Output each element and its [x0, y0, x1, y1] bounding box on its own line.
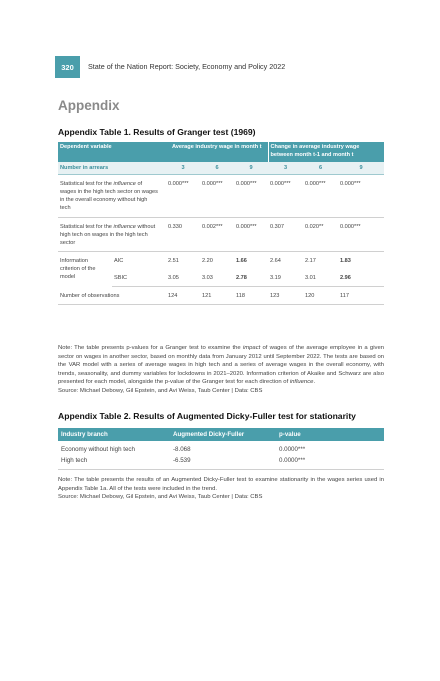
arrears-value: 3: [166, 162, 200, 175]
cell-value-best: 1.83: [340, 257, 351, 264]
cell-value: 0.0000***: [276, 455, 384, 470]
arrears-value: 3: [268, 162, 303, 175]
cell-value: 124: [166, 287, 200, 305]
cell-value: Economy without high tech: [61, 446, 135, 453]
cell-value: 0.020**: [303, 217, 338, 251]
aic-label: AIC: [114, 257, 124, 264]
header-dependent-variable: Dependent variable: [58, 142, 166, 162]
column-header: Augmented Dicky-Fuller: [170, 428, 276, 441]
info-criterion-label: Information criterion of the model: [60, 257, 96, 281]
header-group-a: Average industry wage in month t: [166, 142, 268, 162]
cell-value: 3.05: [166, 269, 200, 287]
cell-value: -6.539: [170, 455, 276, 470]
cell-value: 118: [234, 287, 268, 305]
table-row: [58, 175, 384, 217]
table1-title: Appendix Table 1. Results of Granger test (1969): [58, 127, 256, 137]
cell-value: 0.0000***: [279, 446, 306, 453]
cell-value: 117: [338, 287, 384, 305]
cell-value: 0.000***: [234, 217, 268, 251]
table-row: [58, 455, 384, 470]
running-title: State of the Nation Report: Society, Economy and Policy 2022: [88, 62, 286, 71]
cell-value: 0.000***: [338, 217, 384, 251]
granger-table: [58, 142, 384, 305]
table1-note: Note: The table presents p-values for a Granger test to examine the impact of wages of the average employee in a given sector on wages in another sector, based on monthly data from January 2012 until September 2022. The tests are based on the VAR model with a series of average wages in high tech and a series of average wages in the overall economy, with trends, seasonality, and dummy variables for lockdowns in 2021–2020. Information criterion of Akaike and Schwarz are also presented for each model, alongside the p-value of the Granger test for each direction of influence. Source: Michael Debowy, Gil Epstein, and Avi Weiss, Taub Center | Data: CBS: [58, 345, 384, 394]
cell-value: 121: [200, 287, 234, 305]
cell-value: High tech: [58, 455, 170, 470]
row-label: Statistical test for the influence of wages in the high tech sector on wages in the overall economy without high tech: [58, 175, 166, 217]
cell-value: 0.000***: [338, 175, 384, 217]
cell-value: 2.51: [168, 257, 179, 264]
observations-label: Number of observations: [58, 287, 166, 305]
arrears-label: Number in arrears: [58, 162, 166, 175]
cell-value: 3.01: [303, 269, 338, 287]
appendix-title: Appendix: [58, 98, 120, 113]
arrears-value: 9: [338, 162, 384, 175]
cell-value-best: 1.66: [236, 257, 247, 264]
table2-title: Appendix Table 2. Results of Augmented Dicky-Fuller test for stationarity: [58, 411, 356, 421]
column-header: Industry branch: [58, 428, 170, 441]
cell-value: 2.17: [305, 257, 316, 264]
page-number: 320: [55, 56, 80, 78]
cell-value: 120: [303, 287, 338, 305]
table2-source: Source: Michael Debowy, Gil Epstein, and Avi Weiss, Taub Center | Data: CBS: [58, 494, 263, 501]
column-header: p-value: [276, 428, 384, 441]
cell-value: 0.000***: [268, 175, 303, 217]
cell-value-best: 2.78: [234, 269, 268, 287]
cell-value: 3.19: [268, 269, 303, 287]
table-row: [58, 441, 384, 455]
table-row: [58, 217, 384, 251]
cell-value: 0.307: [268, 217, 303, 251]
arrears-value: 6: [200, 162, 234, 175]
table1-source: Source: Michael Debowy, Gil Epstein, and Avi Weiss, Taub Center | Data: CBS: [58, 387, 263, 394]
arrears-value: 6: [303, 162, 338, 175]
cell-value: 0.000***: [234, 175, 268, 217]
table2-note: Note: The table presents the results of an Augmented Dicky-Fuller test to examine stationarity in the wages series used in Appendix Table 1a. All of the tests were included in the trend. Source: Michael Debowy, Gil Epstein, and Avi Weiss, Taub Center | Data: CBS: [58, 477, 384, 501]
cell-value: 0.330: [166, 217, 200, 251]
cell-value: 3.03: [200, 269, 234, 287]
cell-value: 123: [268, 287, 303, 305]
table-row: [58, 251, 384, 269]
cell-value: 0.002***: [200, 217, 234, 251]
cell-value: -8.068: [173, 446, 191, 453]
sbic-label: SBIC: [112, 269, 166, 287]
table-row: [58, 287, 384, 305]
cell-value: 0.000***: [200, 175, 234, 217]
cell-value-best: 2.96: [338, 269, 384, 287]
cell-value: 0.000***: [166, 175, 200, 217]
row-label: Statistical test for the influence without high tech on wages in the high tech sector: [58, 217, 166, 251]
header-group-b: Change in average industry wage between month t-1 and month t: [268, 142, 384, 162]
cell-value: 2.64: [270, 257, 281, 264]
cell-value: 2.20: [202, 257, 213, 264]
dicky-fuller-table: [58, 428, 384, 470]
arrears-value: 9: [234, 162, 268, 175]
cell-value: 0.000***: [303, 175, 338, 217]
